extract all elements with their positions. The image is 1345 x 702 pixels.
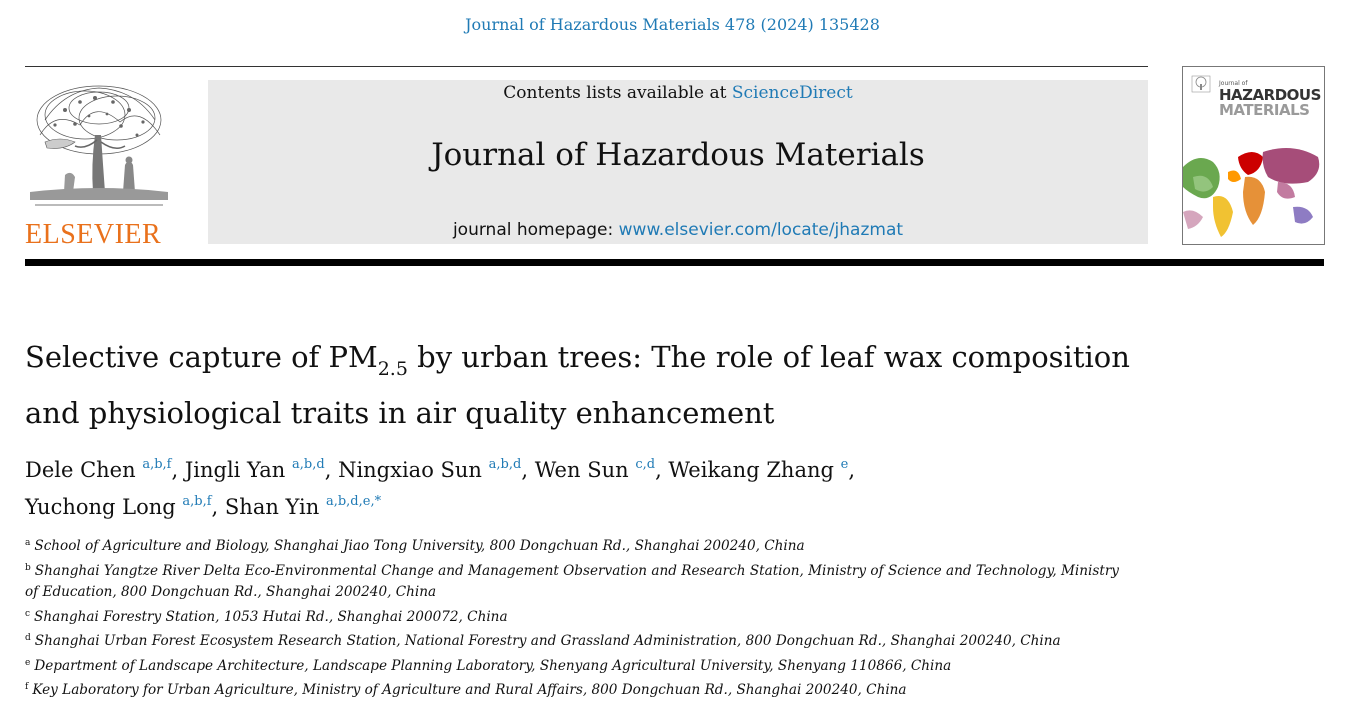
contents-line (208, 83, 1148, 103)
author[interactable] (25, 458, 171, 482)
author-affiliation-marks[interactable]: a,b,d (488, 457, 522, 472)
elsevier-tree-icon (25, 80, 173, 216)
author-separator: , (171, 458, 185, 482)
author-separator: , (848, 458, 856, 482)
affiliation-item (25, 604, 1125, 629)
affiliation-text: Shanghai Forestry Station, 1053 Hutai Rd., Shanghai 200072, China (34, 608, 508, 625)
author-affiliation-marks[interactable]: a,b,d (292, 457, 325, 472)
affiliation-label: a (25, 538, 31, 548)
sciencedirect-link[interactable]: ScienceDirect (731, 83, 853, 103)
affiliation-item (25, 628, 1125, 653)
elsevier-wordmark[interactable]: ELSEVIER (25, 219, 162, 250)
author-name[interactable]: Dele Chen (25, 458, 136, 482)
affiliation-label: d (25, 633, 31, 643)
homepage-prefix: journal homepage: (452, 220, 619, 240)
author-affiliation-marks[interactable]: e (840, 457, 849, 472)
author-separator: , (521, 458, 535, 482)
journal-citation[interactable] (0, 15, 1345, 34)
contents-prefix: Contents lists available at (503, 83, 732, 103)
affiliation-text: Department of Landscape Architecture, Landscape Planning Laboratory, Shenyang Agricultural University, Shenyang 110866, China (34, 657, 952, 674)
affiliations-list (25, 533, 1125, 702)
homepage-line (208, 220, 1148, 240)
author-affiliation-marks[interactable]: c,d (635, 457, 656, 472)
author-affiliation-marks[interactable]: a,b,f (182, 494, 212, 509)
journal-banner (208, 80, 1148, 244)
cover-word-hazardous: HAZARDOUS (1219, 86, 1321, 104)
author-affiliation-marks[interactable]: a,b,d,e,* (325, 494, 382, 509)
title-part2: by urban trees: The role of leaf wax composition and physiological traits in air quality enhancement (25, 340, 1130, 430)
author-name[interactable]: Weikang Zhang (668, 458, 834, 482)
affiliation-text: Key Laboratory for Urban Agriculture, Ministry of Agriculture and Rural Affairs, 800 Dongchuan Rd., Shanghai 200240, China (32, 682, 907, 698)
affiliation-label: b (25, 562, 31, 573)
title-subscript: 2.5 (377, 358, 408, 380)
affiliation-label: c (25, 608, 31, 619)
affiliation-item (25, 653, 1125, 678)
citation-text[interactable]: Journal of Hazardous Materials 478 (2024) 135428 (465, 15, 880, 34)
author-separator: , (211, 495, 225, 519)
cover-small-line: Journal of (1219, 80, 1248, 87)
cover-title (1219, 81, 1321, 118)
affiliation-label: e (25, 657, 31, 668)
elsevier-logo[interactable] (25, 80, 175, 248)
author-name[interactable]: Wen Sun (534, 458, 629, 482)
affiliation-item (25, 677, 1125, 702)
author-affiliation-marks[interactable]: a,b,f (142, 457, 172, 472)
masthead-thick-rule (25, 259, 1324, 266)
cover-word-materials: MATERIALS (1219, 101, 1310, 119)
cover-world-map-image (1183, 137, 1324, 244)
author[interactable] (338, 458, 521, 482)
affiliation-label: f (25, 682, 29, 692)
author[interactable] (535, 458, 655, 482)
author-name[interactable]: Ningxiao Sun (338, 458, 482, 482)
author[interactable] (25, 495, 212, 519)
affiliation-item (25, 533, 1125, 558)
title-part1: Selective capture of PM (25, 340, 378, 374)
journal-cover-thumbnail[interactable] (1182, 66, 1325, 245)
affiliation-item (25, 558, 1125, 604)
author-name[interactable]: Yuchong Long (25, 495, 176, 519)
author-separator: , (655, 458, 669, 482)
author-name[interactable]: Shan Yin (224, 495, 320, 519)
author-separator: , (324, 458, 339, 482)
affiliation-text: Shanghai Urban Forest Ecosystem Research Station, National Forestry and Grassland Administration, 800 Dongchuan Rd., Shanghai 200240, China (34, 633, 1061, 649)
header-rule (25, 66, 1148, 67)
journal-name: Journal of Hazardous Materials (431, 137, 925, 173)
author[interactable] (185, 458, 325, 482)
author[interactable] (225, 495, 381, 519)
affiliation-text: Shanghai Yangtze River Delta Eco-Environmental Change and Management Observation and Research Station, Ministry of Science and Technology, Ministry of Education, 800 Dongchuan Rd., Shanghai 200240, China (25, 562, 1119, 600)
author-name[interactable]: Jingli Yan (184, 458, 286, 482)
homepage-link[interactable]: www.elsevier.com/locate/jhazmat (618, 220, 904, 240)
affiliation-text: School of Agriculture and Biology, Shanghai Jiao Tong University, 800 Dongchuan Rd., Shanghai 200240, China (34, 538, 805, 554)
author-list (25, 449, 1175, 523)
elsevier-mini-logo-icon (1191, 75, 1211, 93)
article-title (25, 335, 1175, 435)
author[interactable] (668, 458, 848, 482)
